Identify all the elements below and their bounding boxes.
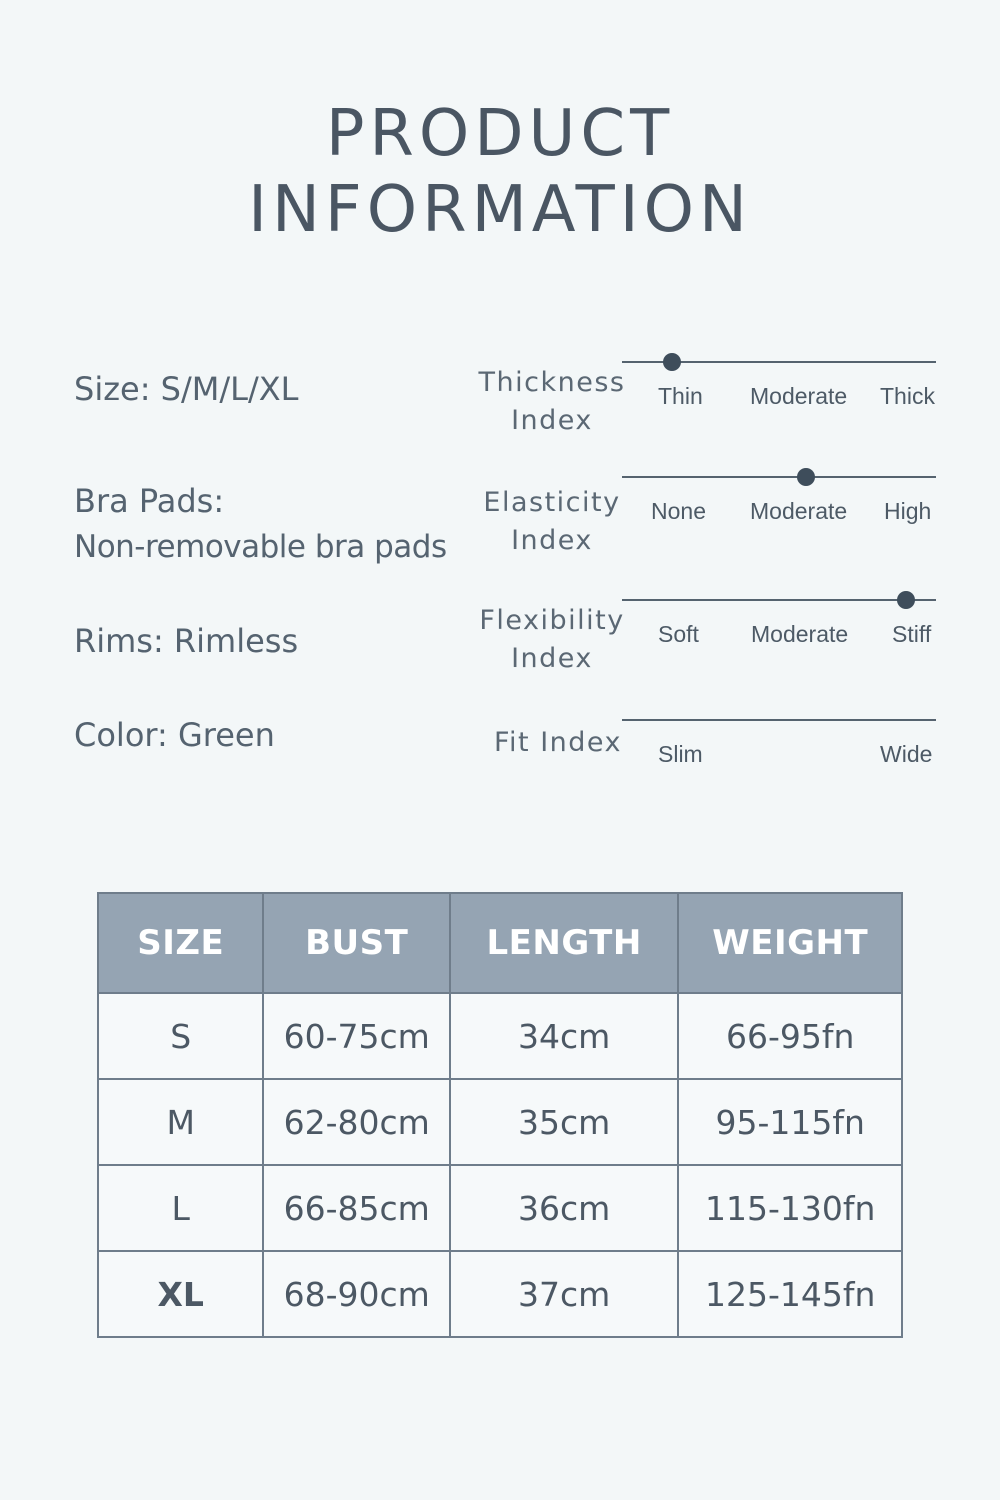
page-title xyxy=(0,96,1000,248)
spec-bra-pads-value: Non-removable bra pads xyxy=(74,529,447,565)
tick-label: Moderate xyxy=(750,498,848,524)
length-cell: 36cm xyxy=(450,1165,679,1251)
column-header-length: LENGTH xyxy=(450,893,679,993)
tick-label: None xyxy=(651,498,706,524)
table-row xyxy=(98,1165,902,1251)
tick-label: Moderate xyxy=(751,621,849,647)
table-row xyxy=(98,1079,902,1165)
bust-cell: 60-75cm xyxy=(263,993,449,1079)
fit-scale xyxy=(622,719,936,779)
length-cell: 37cm xyxy=(450,1251,679,1337)
elasticity-scale xyxy=(622,476,936,536)
length-cell: 34cm xyxy=(450,993,679,1079)
column-header-weight: WEIGHT xyxy=(678,893,902,993)
flexibility-index-label: Flexibility Index xyxy=(479,605,625,674)
table-row xyxy=(98,993,902,1079)
spec-rims: Rims: Rimless xyxy=(74,622,299,660)
bust-cell: 66-85cm xyxy=(263,1165,449,1251)
weight-cell: 115-130fn xyxy=(678,1165,902,1251)
length-cell: 35cm xyxy=(450,1079,679,1165)
spec-bra-pads xyxy=(74,478,447,570)
flexibility-indicator-dot xyxy=(897,591,915,609)
weight-cell: 66-95fn xyxy=(678,993,902,1079)
scale-bar xyxy=(622,719,936,721)
tick-label: Soft xyxy=(658,621,699,647)
bust-cell: 68-90cm xyxy=(263,1251,449,1337)
elasticity-indicator-dot xyxy=(797,468,815,486)
size-chart-table xyxy=(97,892,903,1338)
elasticity-index-label: Elasticity Index xyxy=(483,487,621,556)
thickness-index-label: Thickness Index xyxy=(478,367,626,436)
tick-label: Thick xyxy=(880,383,935,409)
tick-label: Stiff xyxy=(892,621,932,647)
size-cell: M xyxy=(98,1079,263,1165)
tick-label: Moderate xyxy=(750,383,848,409)
flexibility-scale xyxy=(622,599,936,659)
title-line-2: INFORMATION xyxy=(248,173,752,247)
spec-color: Color: Green xyxy=(74,716,275,754)
column-header-bust: BUST xyxy=(263,893,449,993)
tick-label: Wide xyxy=(880,741,933,767)
column-header-size: SIZE xyxy=(98,893,263,993)
table-row xyxy=(98,1251,902,1337)
table-header-row xyxy=(98,893,902,993)
size-cell: XL xyxy=(98,1251,263,1337)
spec-size: Size: S/M/L/XL xyxy=(74,370,299,408)
tick-label: Slim xyxy=(658,741,703,767)
tick-label: High xyxy=(884,498,932,524)
thickness-indicator-dot xyxy=(663,353,681,371)
size-cell: L xyxy=(98,1165,263,1251)
scale-bar xyxy=(622,476,936,478)
thickness-scale xyxy=(622,361,936,421)
scale-bar xyxy=(622,599,936,601)
weight-cell: 125-145fn xyxy=(678,1251,902,1337)
size-cell: S xyxy=(98,993,263,1079)
spec-bra-pads-label: Bra Pads: xyxy=(74,482,225,520)
fit-index-label: Fit Index xyxy=(493,727,623,758)
weight-cell: 95-115fn xyxy=(678,1079,902,1165)
tick-label: Thin xyxy=(658,383,703,409)
bust-cell: 62-80cm xyxy=(263,1079,449,1165)
title-line-1: PRODUCT xyxy=(325,97,675,171)
